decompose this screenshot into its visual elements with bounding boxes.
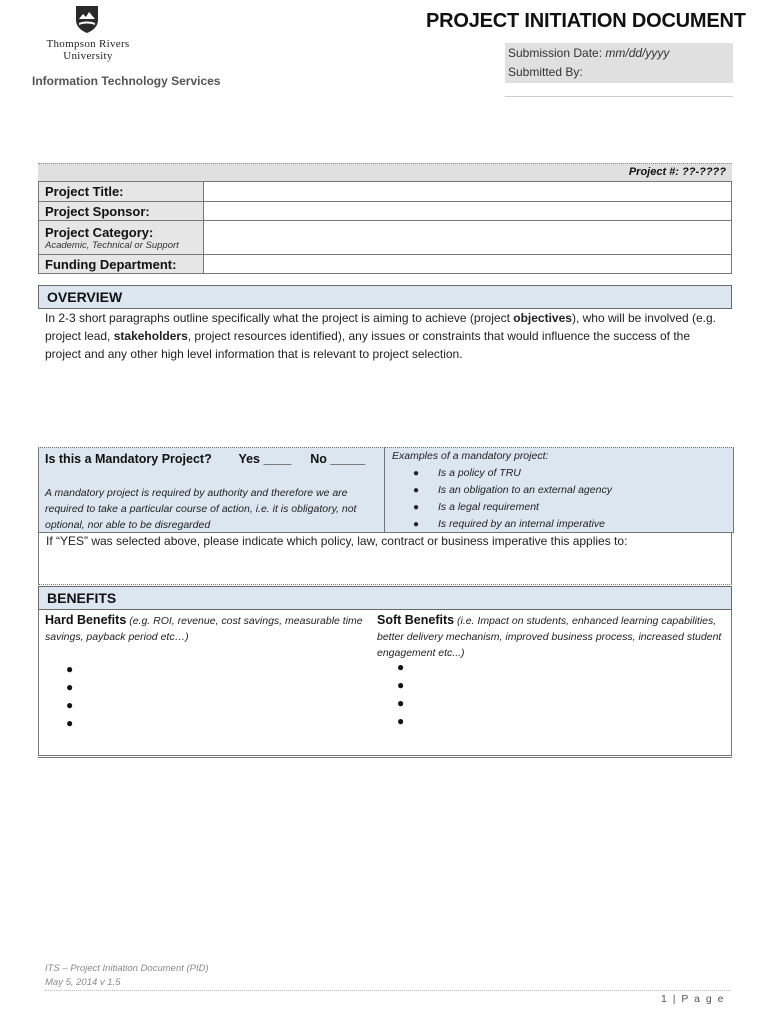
overview-text-3: , project resources identified), any issues or constraints that would influence the success of the project and any other high level information that is relevant to project selection. [45, 329, 691, 361]
soft-benefits-list [397, 658, 404, 730]
overview-heading: OVERVIEW [38, 285, 732, 309]
project-category-field[interactable] [204, 221, 732, 255]
submission-date-label: Submission Date: [508, 46, 606, 60]
bullet-icon: ● [413, 502, 420, 513]
project-category-label [39, 221, 204, 255]
list-item [409, 465, 612, 482]
funding-department-field[interactable] [204, 255, 732, 274]
footer-document-name: ITS – Project Initiation Document (PID) [45, 963, 209, 974]
hard-benefits-description: (e.g. ROI, revenue, cost savings, measurable time savings, payback period etc…) [45, 615, 363, 643]
mandatory-followup-prompt: If “YES” was selected above, please indicate which policy, law, contract or business imperative this applies to: [46, 534, 628, 548]
mandatory-examples-title: Examples of a mandatory project: [392, 450, 549, 462]
example-text: Is a policy of TRU [438, 467, 521, 479]
list-item[interactable] [66, 660, 73, 678]
project-title-field[interactable] [204, 182, 732, 202]
project-title-label: Project Title: [39, 182, 204, 202]
bullet-icon: ● [397, 678, 405, 692]
list-item [409, 482, 612, 499]
bullet-icon: ● [397, 660, 405, 674]
overview-text-1: In 2-3 short paragraphs outline specifically what the project is aiming to achieve (project [45, 311, 514, 325]
mandatory-question [45, 452, 365, 466]
university-name [30, 38, 146, 62]
project-info-table [38, 181, 732, 274]
bullet-icon: ● [66, 716, 74, 730]
project-category-hint: Academic, Technical or Support [45, 239, 179, 251]
university-name-line-1: Thompson Rivers [46, 38, 130, 50]
list-item[interactable] [66, 714, 73, 732]
list-item[interactable] [66, 696, 73, 714]
list-item [409, 499, 612, 516]
department-name: Information Technology Services [32, 74, 221, 88]
page-word: P a g e [681, 993, 725, 1005]
bullet-icon: ● [66, 680, 74, 694]
hard-benefits-intro [45, 612, 367, 645]
submission-box [505, 43, 733, 83]
header-divider [505, 96, 733, 97]
project-number[interactable]: Project #: ??-???? [628, 166, 726, 178]
benefits-bottom-rule [38, 757, 732, 758]
list-item[interactable] [397, 712, 404, 730]
submission-date [508, 46, 669, 60]
bullet-icon: ● [413, 485, 420, 496]
bullet-icon: ● [397, 714, 405, 728]
example-text: Is an obligation to an external agency [438, 484, 612, 496]
project-sponsor-field[interactable] [204, 202, 732, 221]
page-number: 1 | P a g e [661, 993, 725, 1005]
mandatory-examples-cell [384, 447, 734, 533]
funding-department-label: Funding Department: [39, 255, 204, 274]
soft-benefits-title: Soft Benefits [377, 613, 455, 627]
overview-description[interactable] [45, 309, 729, 363]
list-item[interactable] [397, 658, 404, 676]
project-number-bar [38, 163, 732, 182]
bullet-icon: ● [413, 468, 420, 479]
soft-benefits-intro [377, 612, 729, 661]
footer-info [45, 962, 209, 990]
submission-date-value[interactable]: mm/dd/yyyy [605, 46, 670, 60]
soft-benefits-description: (i.e. Impact on students, enhanced learning capabilities, better delivery mechanism, improved business process, increased student engagement etc...) [377, 615, 722, 659]
list-item[interactable] [66, 678, 73, 696]
footer-divider [45, 990, 731, 991]
page-number-value: 1 [661, 993, 669, 1005]
project-sponsor-label: Project Sponsor: [39, 202, 204, 221]
list-item[interactable] [397, 676, 404, 694]
bullet-icon: ● [413, 519, 420, 530]
overview-bold-objectives: objectives [513, 311, 572, 325]
document-title: PROJECT INITIATION DOCUMENT [426, 10, 746, 32]
benefits-heading: BENEFITS [38, 586, 732, 610]
overview-bold-stakeholders: stakeholders [113, 329, 188, 343]
university-name-line-2: University [63, 50, 113, 62]
mandatory-question-label: Is this a Mandatory Project? [45, 452, 212, 466]
mandatory-yes-followup-field[interactable] [38, 532, 732, 585]
mandatory-examples-list [409, 465, 612, 533]
mandatory-no-option[interactable]: No _____ [310, 452, 366, 466]
overview-text-2: ), who will be involved (e.g. project lead, [45, 311, 717, 343]
project-category-title: Project Category: [45, 224, 154, 240]
example-text: Is a legal requirement [438, 501, 539, 513]
hard-benefits-list [66, 660, 73, 732]
mandatory-yes-option[interactable]: Yes ____ [238, 452, 292, 466]
footer-version-date: May 5, 2014 v 1.5 [45, 977, 121, 988]
list-item[interactable] [397, 694, 404, 712]
example-text: Is required by an internal imperative [438, 518, 605, 530]
bullet-icon: ● [397, 696, 405, 710]
bullet-icon: ● [66, 662, 74, 676]
mandatory-description: A mandatory project is required by authority and therefore we are required to take a particular course of action, i.e. it is obligatory, not optional, nor able to be disregarded [45, 487, 357, 531]
university-logo-icon [74, 4, 100, 34]
submitted-by-label[interactable]: Submitted By: [508, 65, 583, 79]
bullet-icon: ● [66, 698, 74, 712]
list-item [409, 516, 612, 533]
mandatory-question-cell [38, 447, 385, 533]
hard-benefits-title: Hard Benefits [45, 613, 127, 627]
